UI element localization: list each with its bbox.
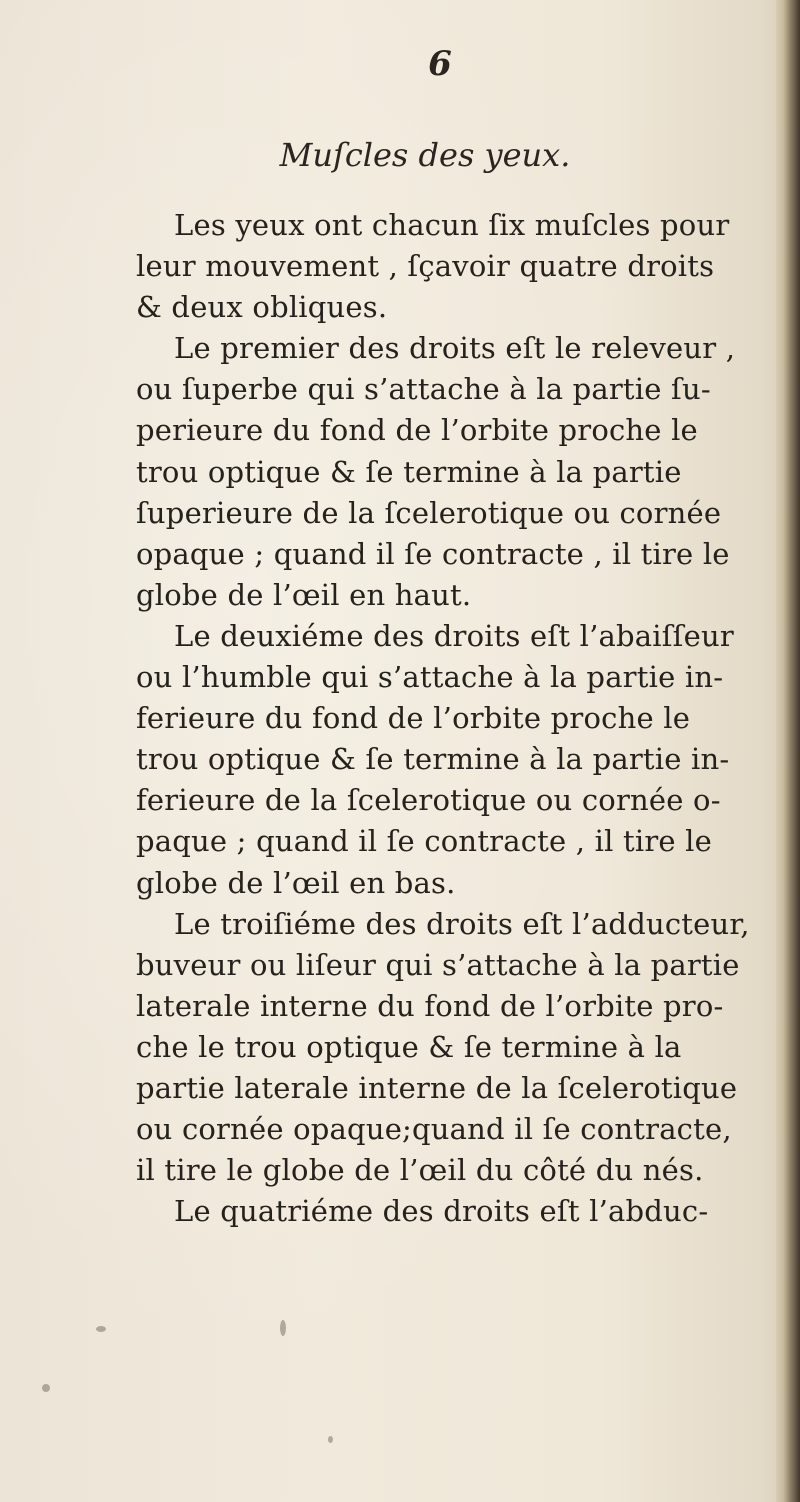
text-line: leur mouvement , ſçavoir quatre droits [136,249,715,284]
text-line: Le quatriéme des droits eſt l’abduc- [174,1194,709,1229]
text-line: ſuperieure de la ſcelerotique ou cornée [136,495,722,530]
text-line: trou optique & ſe termine à la partie in- [136,742,730,777]
text-line: ou ſuperbe qui s’attache à la partie ſu- [136,372,711,407]
ink-speck [280,1320,286,1336]
text-line: trou optique & ſe termine à la partie [136,454,682,489]
page-edge-shadow [776,0,800,1502]
text-line: Le premier des droits eſt le releveur , [174,331,736,366]
text-line: Les yeux ont chacun ſix muſcles pour [174,208,730,242]
text-line: perieure du fond de l’orbite proche le [136,413,698,448]
ink-speck [42,1384,50,1392]
text-line: globe de l’œil en haut. [136,577,472,612]
text-line: buveur ou liſeur qui s’attache à la partie [136,947,740,982]
ink-speck [328,1436,333,1443]
text-line: paque ; quand il ſe contracte , il tire le [136,824,713,859]
ink-speck [96,1326,106,1332]
text-line: che le trou optique & ſe termine à la [136,1029,682,1064]
text-line: ferieure de la ſcelerotique ou cornée o- [136,783,721,818]
text-line: ou l’humble qui s’attache à la partie in- [136,660,724,695]
text-line: il tire le globe de l’œil du côté du nés. [136,1153,704,1188]
text-line: globe de l’œil en bas. [136,865,456,900]
text-line: Le troiſiéme des droits eſt l’adducteur, [174,906,750,941]
text-line: ferieure du fond de l’orbite proche le [136,701,691,736]
body-text [136,205,768,1232]
text-line: & deux obliques. [136,290,388,325]
text-line: opaque ; quand il ſe contracte , il tire le [136,536,730,571]
chapter-title: Muſcles des yeux. [279,136,571,174]
text-line: ou cornée opaque;quand il ſe contracte, [136,1112,732,1147]
text-line: laterale interne du fond de l’orbite pro- [136,988,724,1023]
text-line: partie laterale interne de la ſcelerotique [136,1070,738,1105]
text-line: Le deuxiéme des droits eſt l’abaiſſeur [174,618,734,653]
page-number: 6 [428,44,452,84]
